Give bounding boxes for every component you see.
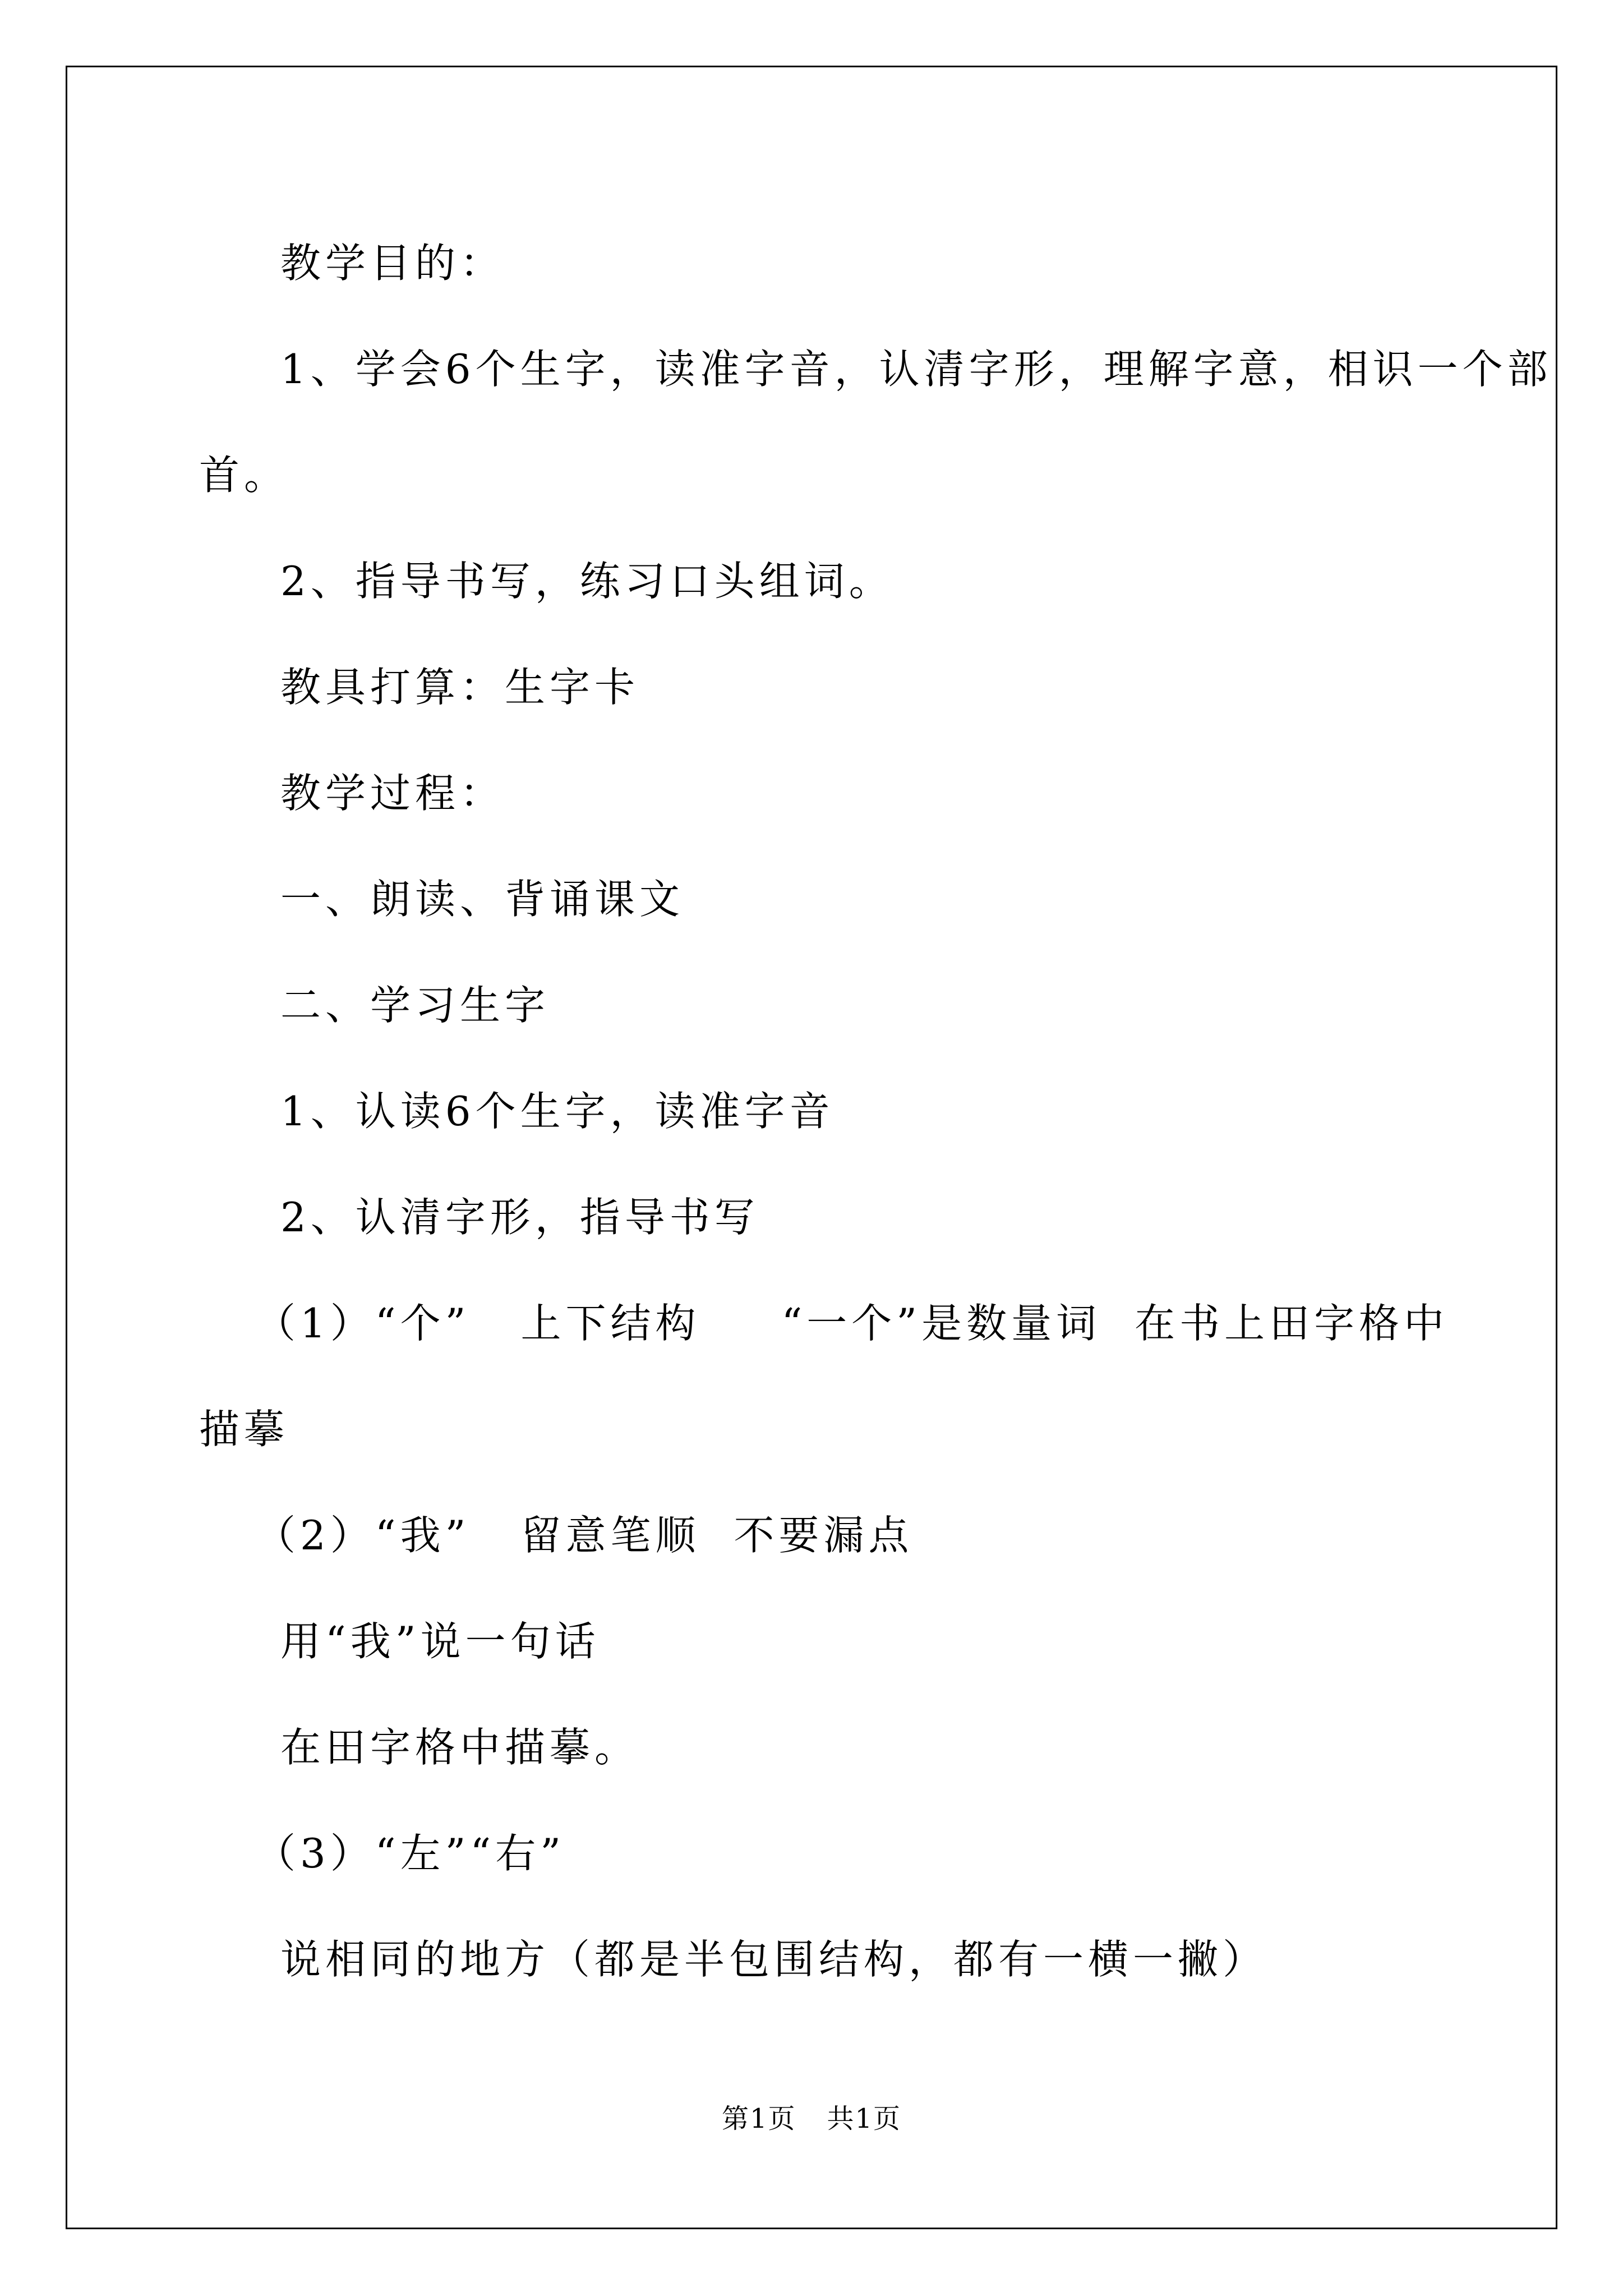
- character-ge-label: （1）“个”: [255, 1300, 471, 1347]
- character-wo-stroke-order: 留意笔顺: [520, 1512, 700, 1559]
- character-ge-practice: 在书上田字格中: [1135, 1300, 1449, 1347]
- teaching-aids: 教具打算：生字卡: [280, 664, 640, 711]
- substep-recognize-shape: 2、认清字形，指导书写: [280, 1194, 759, 1241]
- character-ge-note-continued: 描摹: [199, 1406, 289, 1453]
- character-ge-usage: “一个”是数量词: [781, 1300, 1101, 1347]
- process-step-2: 二、学习生字: [280, 982, 550, 1029]
- goal-item-2: 2、指导书写，练习口头组词。: [280, 558, 894, 605]
- character-zuo-you-label: （3）“左”“右”: [255, 1830, 566, 1877]
- character-wo-practice: 在田字格中描摹。: [280, 1724, 640, 1771]
- document-body: [199, 210, 1552, 2013]
- substep-read-characters: 1、认读6个生字，读准字音: [280, 1088, 834, 1135]
- character-wo-label: （2）“我”: [255, 1512, 471, 1559]
- character-ge-structure: 上下结构: [520, 1300, 700, 1347]
- page-total: 共1页: [827, 2103, 902, 2134]
- page-footer: [0, 2097, 1623, 2136]
- character-ge-note: [199, 1271, 1455, 1377]
- goal-item-1-continued: 首。: [199, 452, 289, 499]
- character-wo-sentence: 用“我”说一句话: [280, 1618, 600, 1665]
- heading-teaching-goals: 教学目的：: [280, 240, 505, 287]
- character-wo-note: [199, 1483, 1455, 1589]
- character-zuo-you-similarity: 说相同的地方（都是半包围结构，都有一横一撇）: [280, 1936, 1268, 1983]
- page-number: 第1页: [721, 2103, 796, 2134]
- process-step-1: 一、朗读、背诵课文: [280, 876, 685, 923]
- character-wo-dot-reminder: 不要漏点: [734, 1512, 914, 1559]
- heading-teaching-process: 教学过程：: [280, 770, 505, 817]
- goal-item-1: 1、学会6个生字，读准字音，认清字形，理解字意，相识一个部: [280, 346, 1552, 393]
